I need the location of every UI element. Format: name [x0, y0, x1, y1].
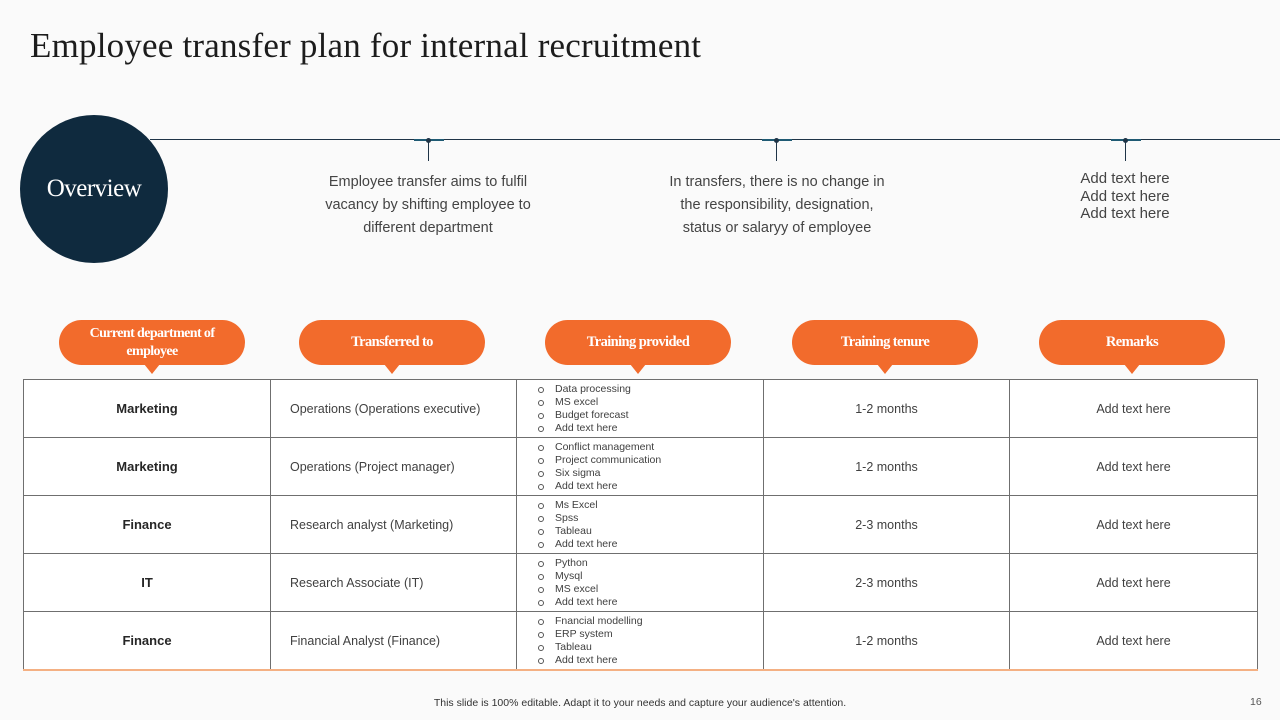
header-training-provided: Training provided [545, 320, 731, 365]
list-item: Fnancial modelling [538, 615, 763, 628]
department-cell: Marketing [24, 380, 271, 438]
header-training-tenure: Training tenure [792, 320, 978, 365]
overview-circle [20, 115, 168, 263]
remarks-cell: Add text here [1010, 612, 1258, 671]
table-row [24, 438, 1258, 496]
training-list [538, 383, 763, 435]
training-cell [517, 554, 764, 612]
list-item: Add text here [538, 480, 763, 493]
footer-note: This slide is 100% editable. Adapt it to your needs and capture your audience's attention. [433, 697, 847, 709]
overview-text-1: Employee transfer aims to fulfil vacancy by shifting employee to different department [325, 174, 531, 236]
list-item: Budget forecast [538, 409, 763, 422]
training-cell [517, 496, 764, 554]
table-row [24, 554, 1258, 612]
list-item: Six sigma [538, 467, 763, 480]
page-title: Employee transfer plan for internal recruitment [30, 26, 702, 65]
list-item: Add text here [538, 654, 763, 667]
overview-label: Overview [46, 175, 142, 202]
department-cell: Finance [24, 612, 271, 671]
transferred-to-cell: Research analyst (Marketing) [271, 496, 517, 554]
transfer-plan-table [23, 379, 1258, 671]
training-cell [517, 438, 764, 496]
overview-text-3: Add text here Add text here Add text here [1080, 170, 1170, 222]
list-item: Mysql [538, 570, 763, 583]
list-item: Python [538, 557, 763, 570]
timeline-marker [1111, 134, 1141, 162]
department-cell: Finance [24, 496, 271, 554]
list-item: Spss [538, 512, 763, 525]
transferred-to-cell: Financial Analyst (Finance) [271, 612, 517, 671]
training-cell [517, 612, 764, 671]
remarks-cell: Add text here [1010, 380, 1258, 438]
overview-text-2: In transfers, there is no change in the responsibility, designation, status or salaryy of employee [669, 174, 885, 236]
header-transferred-to: Transferred to [299, 320, 485, 365]
table-row [24, 380, 1258, 438]
remarks-cell: Add text here [1010, 438, 1258, 496]
list-item: Ms Excel [538, 499, 763, 512]
timeline-marker [414, 134, 444, 162]
list-item: Add text here [538, 538, 763, 551]
tenure-cell: 2-3 months [764, 554, 1010, 612]
training-list [538, 441, 763, 493]
training-list [538, 615, 763, 667]
list-item: Conflict management [538, 441, 763, 454]
list-item: Tableau [538, 525, 763, 538]
list-item: Data processing [538, 383, 763, 396]
remarks-cell: Add text here [1010, 496, 1258, 554]
table-row [24, 612, 1258, 671]
list-item: MS excel [538, 396, 763, 409]
transferred-to-cell: Operations (Project manager) [271, 438, 517, 496]
timeline-marker [762, 134, 792, 162]
department-cell: IT [24, 554, 271, 612]
training-list [538, 557, 763, 609]
tenure-cell: 1-2 months [764, 612, 1010, 671]
list-item: MS excel [538, 583, 763, 596]
list-item: ERP system [538, 628, 763, 641]
transferred-to-cell: Research Associate (IT) [271, 554, 517, 612]
list-item: Project communication [538, 454, 763, 467]
remarks-cell: Add text here [1010, 554, 1258, 612]
training-cell [517, 380, 764, 438]
tenure-cell: 1-2 months [764, 438, 1010, 496]
list-item: Add text here [538, 422, 763, 435]
list-item: Add text here [538, 596, 763, 609]
table-row [24, 496, 1258, 554]
header-current-department: Current department of employee [59, 320, 245, 365]
page-number: 16 [1250, 696, 1262, 708]
transferred-to-cell: Operations (Operations executive) [271, 380, 517, 438]
tenure-cell: 2-3 months [764, 496, 1010, 554]
department-cell: Marketing [24, 438, 271, 496]
list-item: Tableau [538, 641, 763, 654]
tenure-cell: 1-2 months [764, 380, 1010, 438]
header-remarks: Remarks [1039, 320, 1225, 365]
training-list [538, 499, 763, 551]
